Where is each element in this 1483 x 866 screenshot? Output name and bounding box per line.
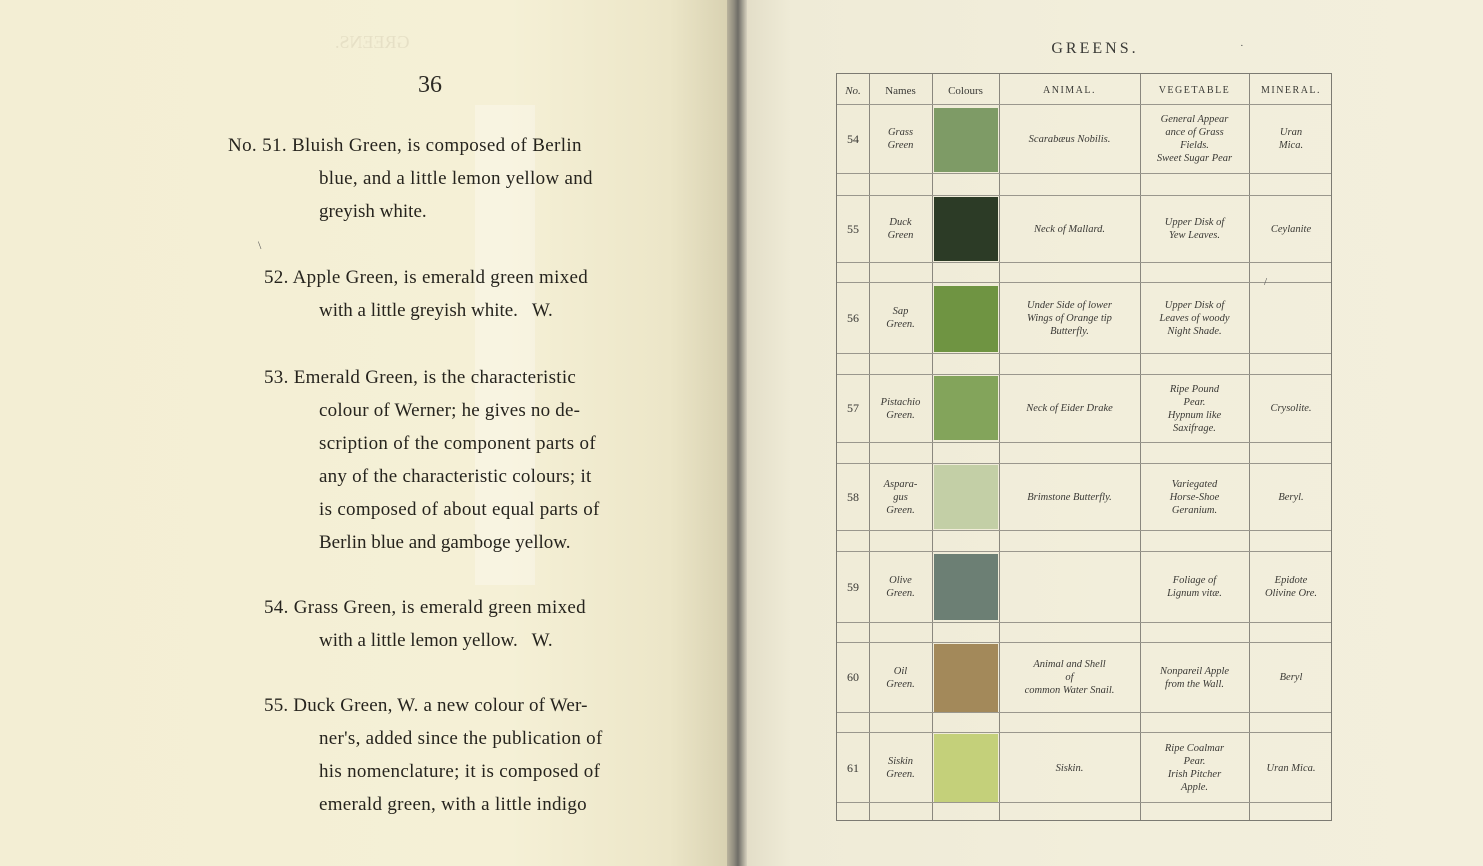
colour-swatch bbox=[934, 644, 998, 712]
colour-table bbox=[836, 73, 1332, 821]
entry-line: greyish white. bbox=[319, 201, 427, 222]
mineral-example bbox=[1249, 284, 1333, 352]
animal-example: Neck of Eider Drake bbox=[1026, 403, 1113, 414]
row-number: 60 bbox=[847, 670, 859, 684]
colour-name: Olive Green. bbox=[886, 575, 915, 599]
colour-name: Grass Green bbox=[887, 127, 914, 151]
mineral-example: Beryl. bbox=[1278, 491, 1304, 503]
animal-example bbox=[999, 553, 1140, 621]
colour-name: Pistachio Green. bbox=[880, 396, 921, 421]
entry-line: No. 51. Bluish Green, is composed of Berlin bbox=[228, 135, 582, 156]
vegetable-example: Upper Disk of Leaves of woody Night Shade. bbox=[1159, 299, 1230, 337]
row-number: 56 bbox=[847, 310, 859, 325]
row-rule bbox=[837, 802, 1331, 803]
entry-line: with a little greyish white. W. bbox=[319, 300, 553, 321]
mineral-example: Uran Mica. bbox=[1266, 762, 1316, 774]
header-names: Names bbox=[885, 85, 916, 97]
colour-swatch bbox=[934, 734, 998, 802]
vegetable-example: Variegated Horse-Shoe Geranium. bbox=[1169, 478, 1220, 516]
colour-name: Oil Green. bbox=[886, 665, 915, 690]
colour-name: Duck Green bbox=[887, 217, 914, 241]
animal-example: Scarabæus Nobilis. bbox=[1028, 133, 1111, 145]
colour-swatch bbox=[934, 376, 998, 440]
vegetable-example: Ripe Pound Pear. Hypnum like Saxifrage. bbox=[1167, 383, 1222, 434]
book-gutter bbox=[727, 0, 747, 866]
stray-mark: · bbox=[1240, 40, 1244, 52]
header-no: No. bbox=[845, 85, 861, 97]
colour-name: Siskin Green. bbox=[886, 756, 915, 780]
vegetable-example: Ripe Coalmar Pear. Irish Pitcher Apple. bbox=[1164, 743, 1225, 793]
entry-line: with a little lemon yellow. W. bbox=[319, 630, 553, 651]
entry-line: emerald green, with a little indigo bbox=[319, 794, 587, 815]
vegetable-example: Upper Disk of Yew Leaves. bbox=[1164, 217, 1225, 241]
mineral-example: Beryl bbox=[1279, 672, 1303, 683]
row-number: 55 bbox=[847, 221, 859, 236]
entry-line: ner's, added since the publication of bbox=[319, 728, 603, 749]
entry-line: Berlin blue and gamboge yellow. bbox=[319, 532, 571, 553]
entry-line: colour of Werner; he gives no de- bbox=[319, 400, 581, 421]
colour-swatch bbox=[934, 286, 998, 352]
vegetable-example: Foliage of Lignum vitæ. bbox=[1167, 575, 1222, 599]
entry-line: 54. Grass Green, is emerald green mixed bbox=[264, 597, 586, 618]
entry-line: scription of the component parts of bbox=[319, 433, 596, 454]
row-number: 57 bbox=[847, 401, 859, 415]
entry-line: 55. Duck Green, W. a new colour of Wer- bbox=[264, 695, 588, 716]
row-rule bbox=[837, 551, 1331, 552]
entry-line: 53. Emerald Green, is the characteristic bbox=[264, 367, 577, 388]
header-vegetable: VEGETABLE bbox=[1158, 85, 1231, 96]
entry-line: 52. Apple Green, is emerald green mixed bbox=[264, 267, 589, 288]
row-rule bbox=[837, 642, 1331, 643]
row-rule bbox=[837, 173, 1331, 174]
column-rule bbox=[932, 74, 933, 820]
page-number: 36 bbox=[418, 72, 442, 98]
animal-example: Brimstone Butterfly. bbox=[1027, 491, 1112, 503]
row-number: 58 bbox=[847, 489, 859, 504]
animal-example: Neck of Mallard. bbox=[1033, 223, 1106, 235]
mineral-example: Epidote Olivine Ore. bbox=[1264, 575, 1318, 599]
colour-name: Sap Green. bbox=[886, 306, 915, 330]
entry-line: his nomenclature; it is composed of bbox=[319, 761, 601, 782]
bleed-through-text: GREENS. bbox=[335, 32, 410, 52]
animal-example: Under Side of lower Wings of Orange tip Butterfly. bbox=[1027, 299, 1112, 337]
entry-line: is composed of about equal parts of bbox=[319, 499, 600, 520]
mineral-example: Ceylanite bbox=[1270, 223, 1312, 235]
header-rule bbox=[837, 104, 1331, 105]
row-rule bbox=[837, 442, 1331, 443]
row-rule bbox=[837, 463, 1331, 464]
entry-line: blue, and a little lemon yellow and bbox=[319, 168, 593, 189]
entry-line: any of the characteristic colours; it bbox=[319, 466, 592, 487]
row-number: 61 bbox=[847, 760, 859, 775]
animal-example: Siskin. bbox=[1055, 762, 1084, 774]
colour-name: Aspara- gus Green. bbox=[883, 478, 918, 516]
row-rule bbox=[837, 374, 1331, 375]
row-rule bbox=[837, 712, 1331, 713]
row-number: 59 bbox=[847, 579, 859, 594]
animal-example: Animal and Shell of common Water Snail. bbox=[1024, 659, 1115, 696]
row-rule bbox=[837, 732, 1331, 733]
vegetable-example: General Appear ance of Grass Fields. Sweet Sugar Pear bbox=[1156, 114, 1233, 164]
mineral-example: Uran Mica. bbox=[1278, 127, 1304, 151]
stray-mark: / bbox=[1264, 276, 1268, 288]
header-animal: ANIMAL. bbox=[1043, 85, 1096, 96]
row-rule bbox=[837, 262, 1331, 263]
colour-swatch bbox=[934, 465, 998, 529]
row-rule bbox=[837, 353, 1331, 354]
table-title: GREENS. bbox=[1051, 40, 1139, 57]
row-rule bbox=[837, 195, 1331, 196]
header-mineral: MINERAL. bbox=[1260, 85, 1322, 96]
stray-mark: \ bbox=[258, 238, 262, 252]
colour-swatch bbox=[934, 554, 998, 620]
row-rule bbox=[837, 282, 1331, 283]
row-rule bbox=[837, 530, 1331, 531]
colour-swatch bbox=[934, 197, 998, 261]
left-page bbox=[0, 0, 727, 866]
row-rule bbox=[837, 622, 1331, 623]
colour-swatch bbox=[934, 108, 998, 172]
vegetable-example: Nonpareil Apple from the Wall. bbox=[1159, 665, 1230, 690]
header-colours: Colours bbox=[948, 85, 983, 97]
row-number: 54 bbox=[847, 131, 859, 146]
mineral-example: Crysolite. bbox=[1270, 403, 1312, 414]
